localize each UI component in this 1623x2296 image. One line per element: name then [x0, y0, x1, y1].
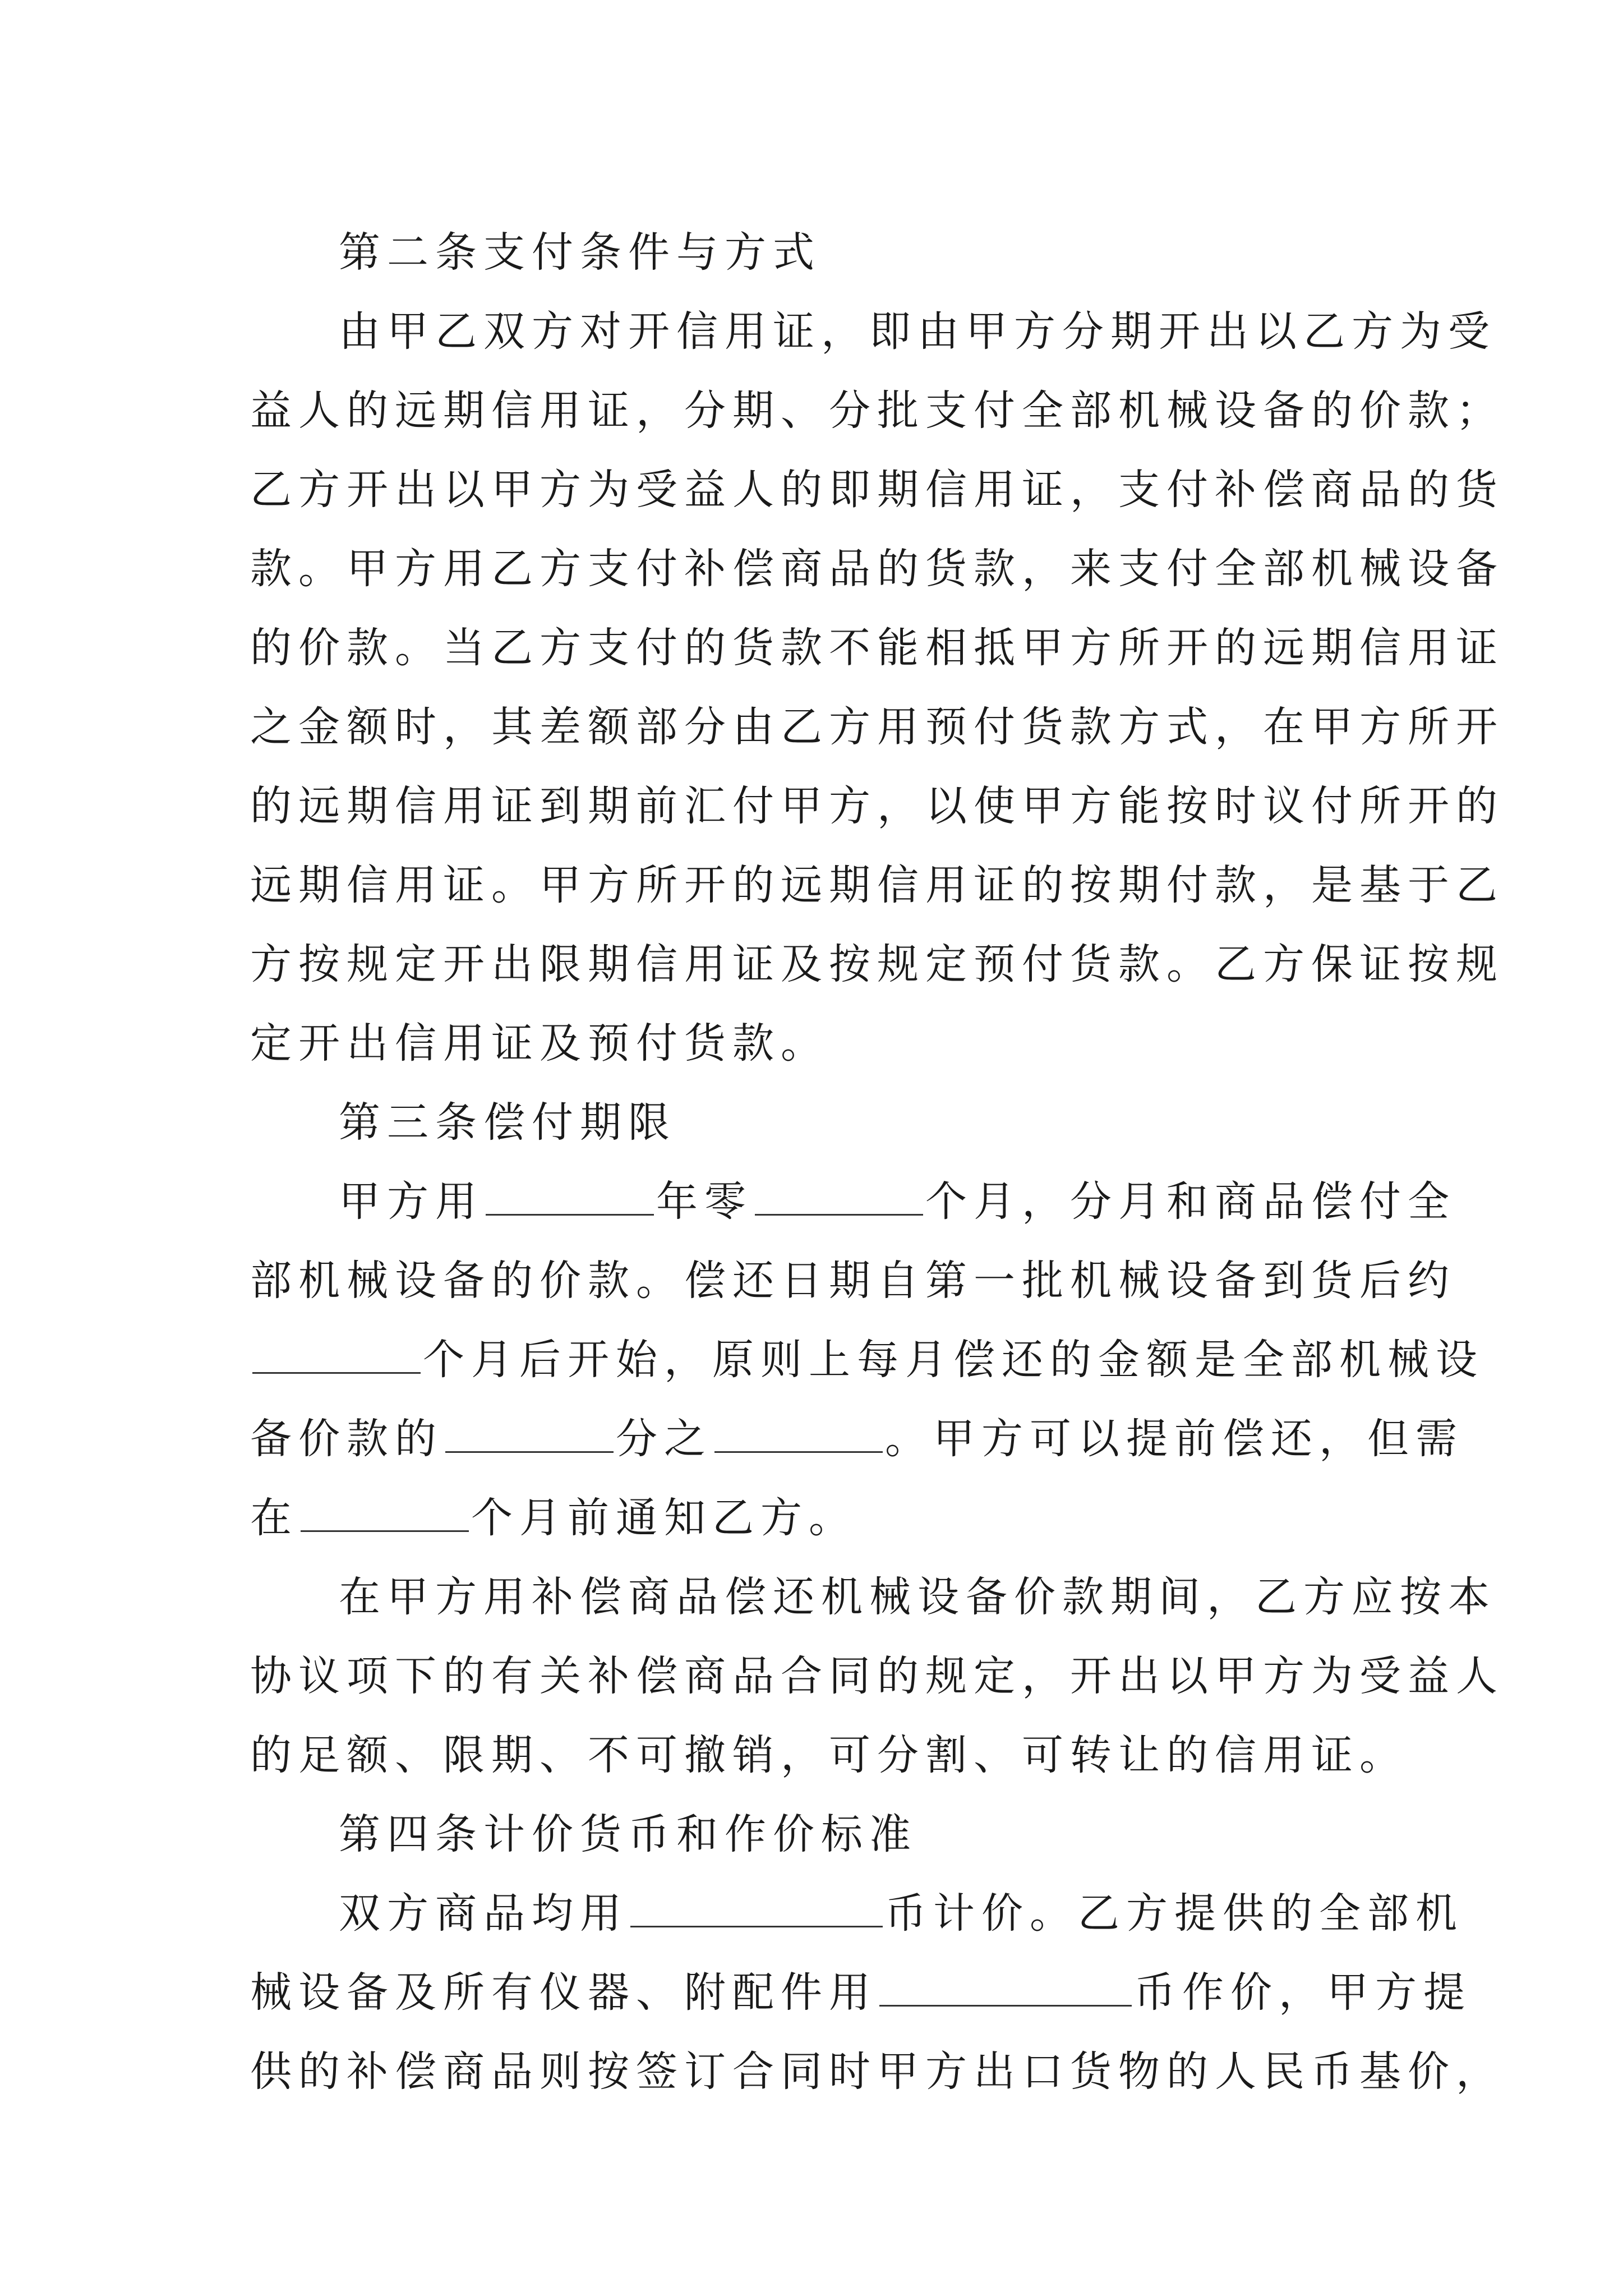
article-2-paragraph-line: 定开出信用证及预付货款。: [250, 1019, 829, 1068]
fill-in-blank-numerator[interactable]: [714, 1412, 883, 1453]
article-2-paragraph-line: 之金额时，其差额部分由乙方用预付货款方式，在甲方所开: [250, 703, 1504, 751]
article-3-heading: 第三条偿付期限: [339, 1098, 676, 1147]
article-4-heading: 第四条计价货币和作价标准: [339, 1810, 917, 1858]
article-2-paragraph-line: 由甲乙双方对开信用证，即由甲方分期开出以乙方为受: [339, 307, 1496, 356]
article-3-paragraph-2-line: 在甲方用补偿商品偿还机械设备价款期间，乙方应按本: [339, 1573, 1496, 1621]
text-segment: 个月前通知乙方。: [471, 1494, 857, 1542]
fill-in-blank-currency[interactable]: [630, 1887, 883, 1927]
article-2-heading: 第二条支付条件与方式: [339, 228, 821, 277]
article-2-paragraph-line: 远期信用证。甲方所开的远期信用证的按期付款，是基于乙: [250, 861, 1504, 909]
text-segment: 双方商品均用: [339, 1889, 628, 1938]
fill-in-blank-start-months[interactable]: [252, 1333, 421, 1374]
text-segment: 在: [250, 1494, 298, 1542]
fill-in-blank-denominator[interactable]: [445, 1412, 614, 1453]
text-segment: 币作价，甲方提: [1134, 1968, 1472, 2017]
fill-in-blank-equipment-currency[interactable]: [879, 1966, 1132, 2007]
article-3-line-5: [250, 1479, 1377, 1558]
article-3-paragraph-2-line: 协议项下的有关补偿商品合同的规定，开出以甲方为受益人: [250, 1652, 1504, 1700]
article-3-paragraph-2-line: 的足额、限期、不可撤销，可分割、可转让的信用证。: [250, 1731, 1408, 1779]
article-3-line-3: [250, 1320, 1484, 1400]
text-segment: 备价款的: [250, 1415, 443, 1463]
text-segment: 。甲方可以提前偿还，但需: [885, 1415, 1464, 1463]
text-segment: 币计价。乙方提供的全部机: [885, 1889, 1464, 1938]
article-4-line-2: [250, 1953, 1472, 2032]
article-3-line-1: [250, 1162, 1456, 1241]
article-4-line-3: 供的补偿商品则按签订合同时甲方出口货物的人民币基价，: [250, 2047, 1504, 2096]
article-2-paragraph-line: 乙方开出以甲方为受益人的即期信用证，支付补偿商品的货: [250, 466, 1504, 514]
text-segment: 分之: [616, 1415, 712, 1463]
article-2-paragraph-line: 的远期信用证到期前汇付甲方，以使甲方能按时议付所开的: [250, 782, 1504, 830]
text-segment: 械设备及所有仪器、附配件用: [250, 1968, 877, 2017]
text-segment: 甲方用: [339, 1177, 483, 1226]
article-4-line-1: [250, 1874, 1464, 1953]
text-segment: 年零: [656, 1177, 753, 1226]
article-2-paragraph-line: 方按规定开出限期信用证及按规定预付货款。乙方保证按规: [250, 940, 1504, 988]
article-2-paragraph-line: 的价款。当乙方支付的货款不能相抵甲方所开的远期信用证: [250, 624, 1504, 672]
article-3-line-4: [250, 1400, 1464, 1479]
text-segment: 个月，分月和商品偿付全: [925, 1177, 1456, 1226]
article-3-line-2: 部机械设备的价款。偿还日期自第一批机械设备到货后约: [250, 1257, 1456, 1305]
contract-body: [250, 213, 1504, 2111]
fill-in-blank-years[interactable]: [486, 1175, 654, 1216]
article-2-paragraph-line: 益人的远期信用证，分期、分批支付全部机械设备的价款；: [250, 386, 1504, 435]
article-2-paragraph-line: 款。甲方用乙方支付补偿商品的货款，来支付全部机械设备: [250, 545, 1504, 593]
fill-in-blank-months[interactable]: [755, 1175, 923, 1216]
fill-in-blank-notice-months[interactable]: [301, 1491, 469, 1532]
text-segment: 个月后开始，原则上每月偿还的金额是全部机械设: [423, 1336, 1484, 1384]
